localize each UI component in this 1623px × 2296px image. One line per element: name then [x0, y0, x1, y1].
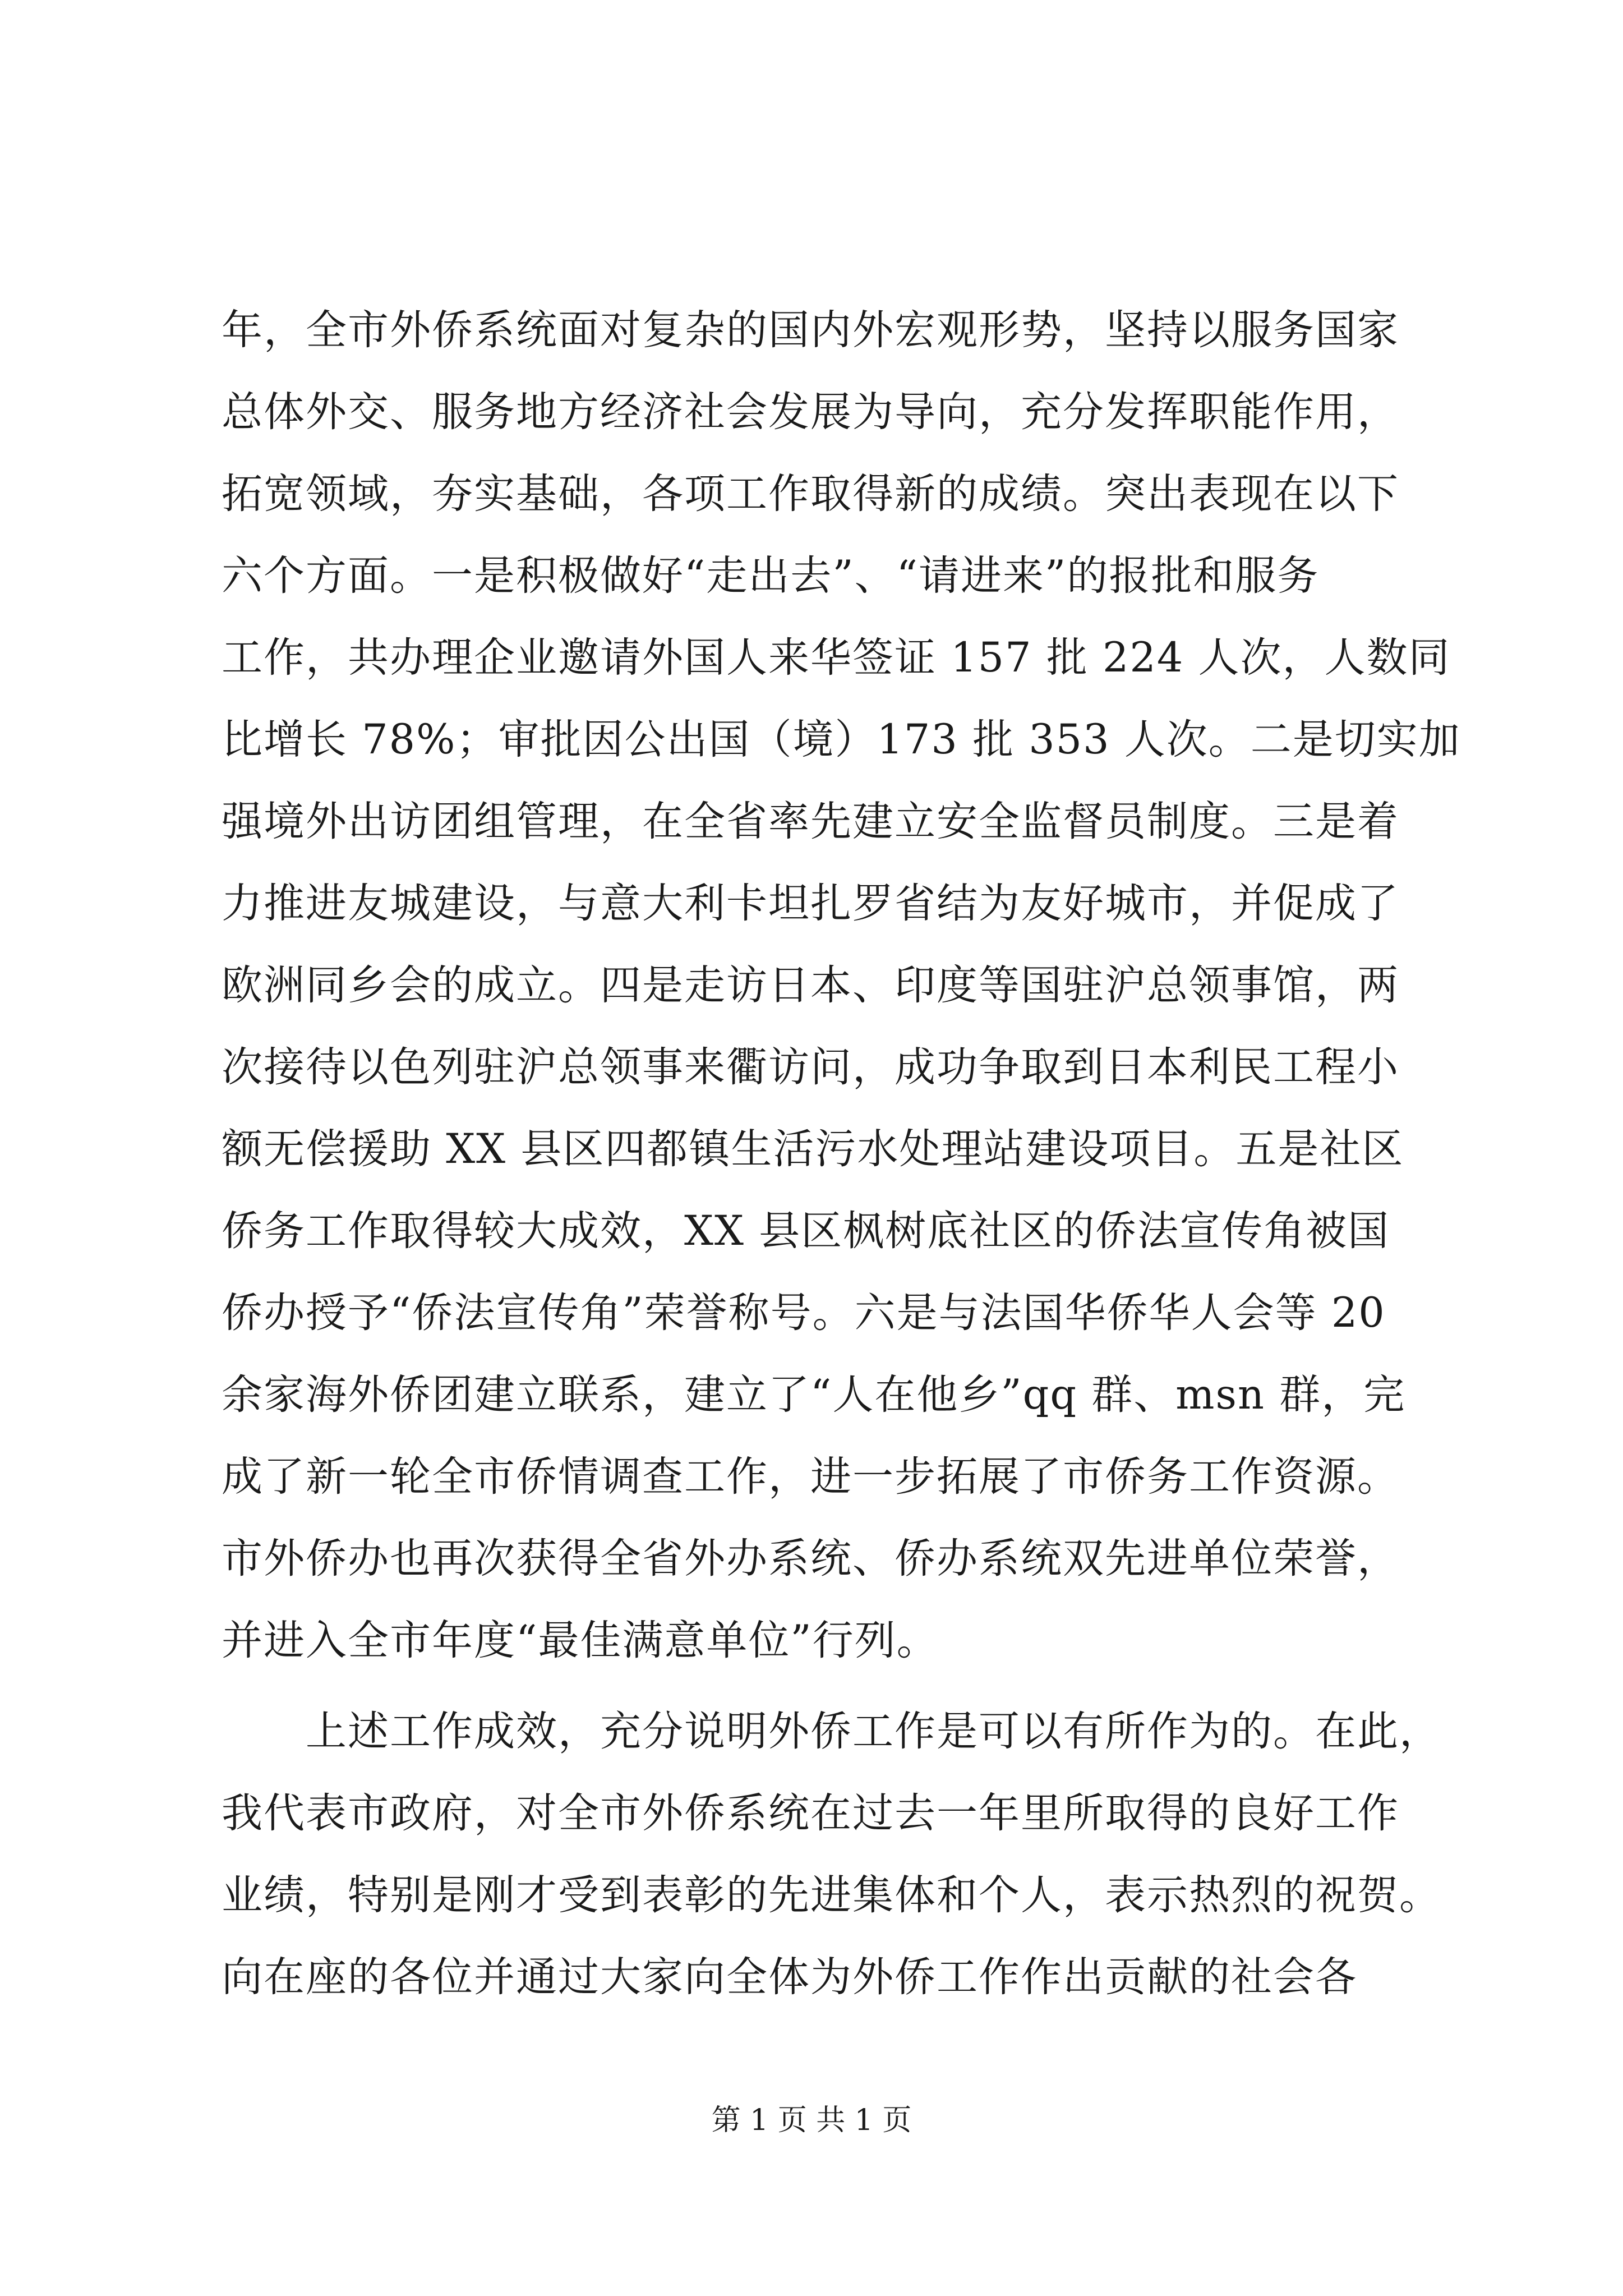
text-line: 力推进友城建设，与意大利卡坦扎罗省结为友好城市，并促成了	[222, 880, 1399, 927]
text-line: 次接待以色列驻沪总领事来衢访问，成功争取到日本利民工程小	[222, 1043, 1399, 1091]
document-body	[222, 289, 1461, 2018]
text-line: 侨办授予“侨法宣传角”荣誉称号。六是与法国华侨华人会等 20	[222, 1289, 1386, 1337]
text-line: 额无偿援助 XX 县区四都镇生活污水处理站建设项目。五是社区	[222, 1125, 1404, 1173]
text-line: 上述工作成效，充分说明外侨工作是可以有所作为的。在此，	[222, 1708, 1441, 1755]
text-line: 年，全市外侨系统面对复杂的国内外宏观形势，坚持以服务国家	[222, 306, 1399, 354]
page-footer	[0, 2101, 1623, 2140]
text-line: 欧洲同乡会的成立。四是走访日本、印度等国驻沪总领事馆，两	[222, 961, 1399, 1009]
text-line: 比增长 78%；审批因公出国（境）173 批 353 人次。二是切实加	[222, 716, 1461, 763]
text-line: 并进入全市年度“最佳满意单位”行列。	[222, 1617, 939, 1664]
paragraph-2	[222, 1691, 1441, 2018]
text-line: 市外侨办也再次获得全省外办系统、侨办系统双先进单位荣誉，	[222, 1535, 1399, 1582]
text-line: 强境外出访团组管理，在全省率先建立安全监督员制度。三是着	[222, 798, 1399, 845]
text-line: 余家海外侨团建立联系，建立了“人在他乡”qq 群、msn 群，完	[222, 1371, 1406, 1419]
paragraph-1	[222, 289, 1461, 1682]
text-line: 我代表市政府，对全市外侨系统在过去一年里所取得的良好工作	[222, 1789, 1399, 1837]
text-line: 拓宽领域，夯实基础，各项工作取得新的成绩。突出表现在以下	[222, 470, 1399, 518]
text-line: 业绩，特别是刚才受到表彰的先进集体和个人，表示热烈的祝贺。	[222, 1871, 1441, 1919]
text-line: 向在座的各位并通过大家向全体为外侨工作作出贡献的社会各	[222, 1953, 1357, 2001]
text-line: 总体外交、服务地方经济社会发展为导向，充分发挥职能作用，	[222, 388, 1399, 436]
text-line: 侨务工作取得较大成效，XX 县区枫树底社区的侨法宣传角被国	[222, 1207, 1390, 1255]
text-line: 工作，共办理企业邀请外国人来华签证 157 批 224 人次，人数同	[222, 634, 1451, 682]
text-line: 六个方面。一是积极做好“走出去”、“请进来”的报批和服务	[222, 552, 1320, 600]
text-line: 成了新一轮全市侨情调查工作，进一步拓展了市侨务工作资源。	[222, 1453, 1399, 1501]
page-number-label: 第 1 页 共 1 页	[711, 2104, 912, 2137]
paragraph-gap	[222, 1682, 1427, 1691]
